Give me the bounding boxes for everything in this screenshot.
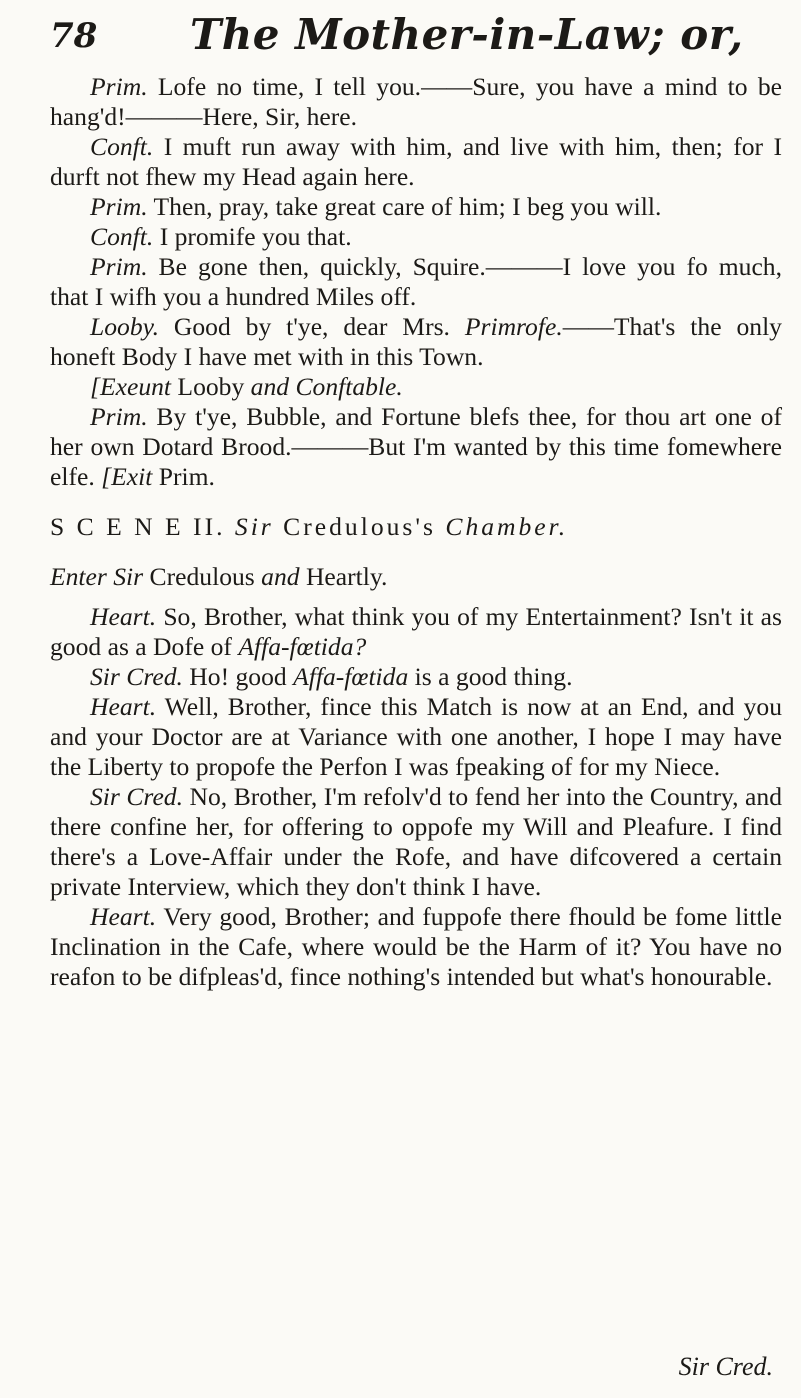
speech-line — [50, 662, 782, 692]
running-title: The Mother-in-Law; or, — [190, 10, 744, 59]
direction-word: Enter Sir — [50, 562, 144, 591]
italic-name: Primrofe. — [464, 312, 563, 341]
speaker-name: Conft. — [90, 132, 154, 161]
scene-label: S C E N E II. — [50, 512, 226, 541]
speech-text: I promife you that. — [153, 222, 352, 251]
speech-text: By t'ye, Bubble, and Fortune blefs thee, for thou art one of her own Dotard Brood.———But I'm wanted by this time fomewhere elfe. — [50, 402, 782, 491]
speech-text: So, Brother, what think you of my Entertainment? Isn't it as good as a Dofe of — [50, 602, 782, 661]
direction-name: Credulous's — [273, 512, 436, 541]
speech-line — [50, 72, 782, 132]
scene-heading — [50, 512, 782, 542]
speaker-name: Prim. — [90, 252, 148, 281]
speech-line — [50, 192, 782, 222]
speech-line — [50, 222, 782, 252]
direction-word: Sir — [225, 512, 274, 541]
direction-name: Credulous — [143, 562, 262, 591]
speaker-name: Heart. — [90, 902, 157, 931]
speech-text: I muft run away with him, and live with him, then; for I durft not fhew my Head again here. — [50, 132, 782, 191]
speech-text: is a good thing. — [408, 662, 573, 691]
speaker-name: Heart. — [90, 602, 157, 631]
speech-text: Good by t'ye, dear Mrs. — [158, 312, 465, 341]
speech-text: No, Brother, I'm refolv'd to fend her into the Country, and there confine her, for offering to oppofe my Will and Pleafure. I find there's a Love-Affair under the Rofe, and have difcovered a certain private Interview, which they don't think I have. — [50, 782, 783, 901]
direction-name: Prim. — [152, 462, 215, 491]
speech-text: Well, Brother, fince this Match is now at an End, and you and your Doctor are at Variance with one another, I hope I may have the Liberty to propofe the Perfon I was fpeaking of for my Niece. — [50, 692, 782, 781]
speech-line — [50, 692, 782, 782]
direction-word: [Exeunt — [90, 372, 172, 401]
direction-name: Heartly. — [299, 562, 388, 591]
speaker-name: Sir Cred. — [90, 662, 183, 691]
speech-line — [50, 602, 782, 662]
speaker-name: Looby. — [90, 312, 159, 341]
direction-name: Looby — [171, 372, 251, 401]
italic-term: Affa-fœtida — [293, 662, 409, 691]
direction-word: and — [250, 372, 290, 401]
speech-text: Very good, Brother; and fuppofe there fhould be fome little Inclination in the Cafe, where would be the Harm of it? You have no reafon to be difpleas'd, fince nothing's intended but what's honourable. — [50, 902, 782, 991]
speaker-name: Conft. — [90, 222, 154, 251]
speech-text: Be gone then, quickly, Squire.———I love you fo much, that I wifh you a hundred Miles off. — [50, 252, 782, 311]
speech-line — [50, 312, 782, 372]
italic-term: Affa-fœtida? — [238, 632, 367, 661]
speech-text: ——That's the only honeft Body I have met with in this Town. — [50, 312, 782, 371]
speech-text: Lofe no time, I tell you.——Sure, you have a mind to be hang'd!———Here, Sir, here. — [50, 72, 782, 131]
direction-word: Chamber. — [435, 512, 569, 541]
speaker-name: Prim. — [90, 72, 148, 101]
direction-word: Conftable. — [289, 372, 403, 401]
catchword: Sir Cred. — [678, 1352, 773, 1381]
speaker-name: Heart. — [90, 692, 157, 721]
speaker-name: Prim. — [90, 402, 148, 431]
speaker-name: Prim. — [90, 192, 148, 221]
stage-direction-exeunt — [50, 372, 782, 402]
speech-line — [50, 402, 782, 492]
page-header — [50, 10, 780, 68]
speech-line — [50, 902, 782, 992]
speech-text: Then, pray, take great care of him; I beg you will. — [147, 192, 662, 221]
speaker-name: Sir Cred. — [90, 782, 184, 811]
speech-line — [50, 252, 782, 312]
speech-line — [50, 782, 782, 902]
stage-direction-exit: [Exit — [101, 462, 153, 491]
page-body — [50, 72, 782, 992]
speech-line — [50, 132, 782, 192]
direction-word: and — [261, 562, 300, 591]
speech-text: Ho! good — [182, 662, 294, 691]
stage-direction-enter — [50, 562, 782, 592]
page-number: 78 — [50, 16, 98, 56]
